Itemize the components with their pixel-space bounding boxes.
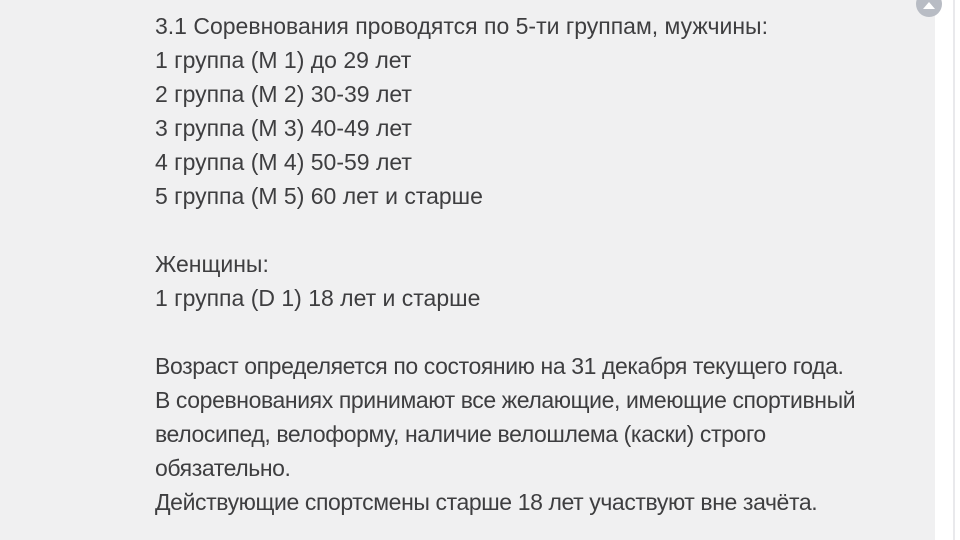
text-line: 2 группа (М 2) 30-39 лет <box>155 81 412 107</box>
section-mens-groups <box>155 9 935 213</box>
text-line: Женщины: <box>155 251 269 277</box>
text-line: В соревнованиях принимают все желающие, имеющие спортивный <box>155 387 856 413</box>
text-line: Возраст определяется по состоянию на 31 декабря текущего года. <box>155 353 844 379</box>
document-text <box>155 9 935 519</box>
text-line: 3.1 Соревнования проводятся по 5-ти группам, мужчины: <box>155 13 768 39</box>
text-line: 4 группа (М 4) 50-59 лет <box>155 149 412 175</box>
right-gutter <box>935 0 960 540</box>
text-line: 1 группа (М 1) до 29 лет <box>155 47 412 73</box>
text-line: обязательно. <box>155 455 291 481</box>
divider-line <box>953 0 955 540</box>
text-line: 1 группа (D 1) 18 лет и старше <box>155 285 481 311</box>
arrow-up-icon <box>923 2 935 9</box>
text-line: Действующие спортсмены старше 18 лет участвуют вне зачёта. <box>155 489 818 515</box>
section-womens-groups <box>155 247 935 315</box>
text-line: 5 группа (М 5) 60 лет и старше <box>155 183 483 209</box>
text-line: 3 группа (М 3) 40-49 лет <box>155 115 412 141</box>
section-general-rules <box>155 349 935 519</box>
text-line: велосипед, велоформу, наличие велошлема (каски) строго <box>155 421 766 447</box>
